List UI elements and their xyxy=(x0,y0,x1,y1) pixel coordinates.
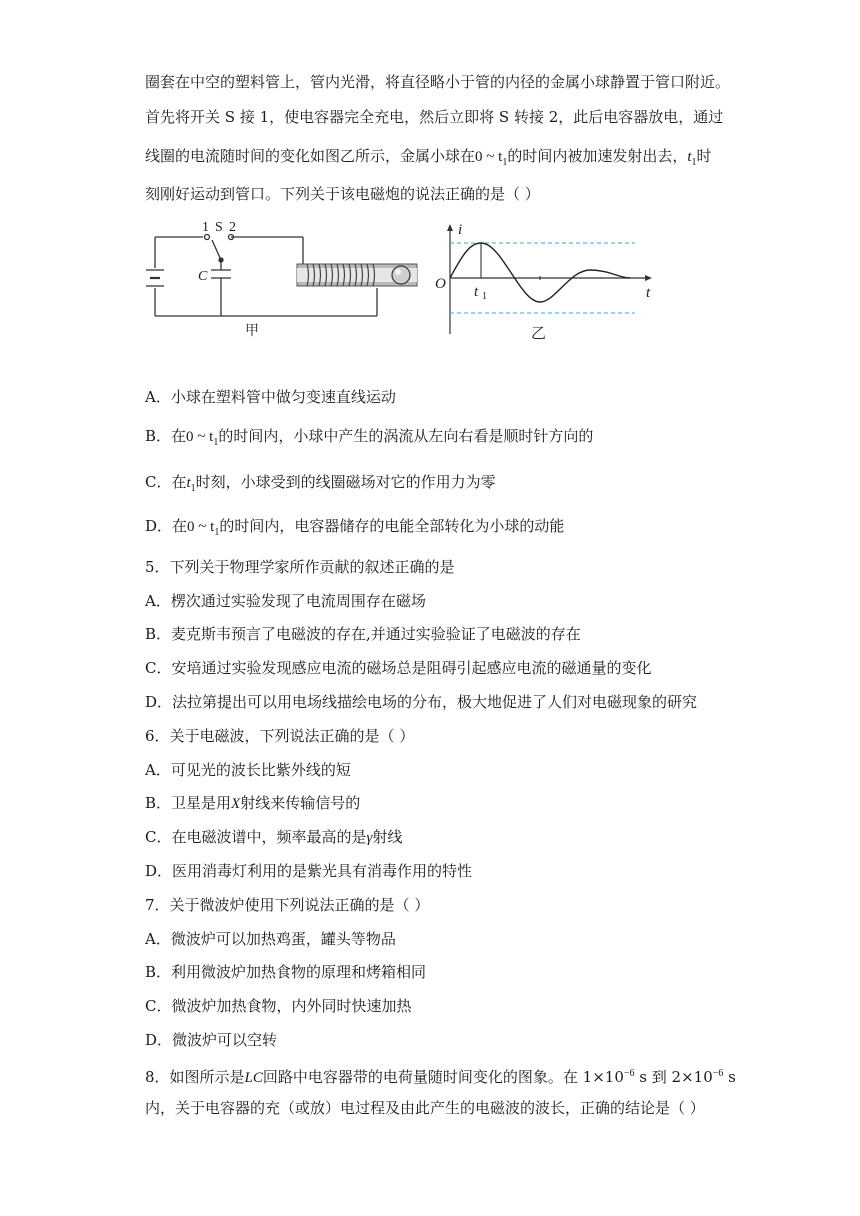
q8-stem-line-2: 内，关于电容器的充（或放）电过程及由此产生的电磁波的波长，正确的结论是（ ） xyxy=(145,1099,705,1117)
q6-option-c: C．在电磁波谱中，频率最高的是γ射线 xyxy=(145,828,403,846)
q4-option-d: D．在0 ~ $t_1$的时间内，电容器储存的电能全部转化为小球的动能 xyxy=(145,517,565,538)
q4-option-c: C．在$t_1$时刻，小球受到的线圈磁场对它的作用力为零 xyxy=(145,473,496,494)
q7-option-d: D．微波炉可以空转 xyxy=(145,1031,278,1049)
figure-circuit xyxy=(145,220,425,340)
capacitor-label: C xyxy=(198,269,208,284)
q4-option-a: A．小球在塑料管中做匀变速直线运动 xyxy=(145,388,396,406)
svg-text:1: 1 xyxy=(482,291,487,302)
q6-option-b: B．卫星是用X射线来传输信号的 xyxy=(145,794,361,812)
metal-ball xyxy=(392,266,410,284)
intro-line-3: 线圈的电流随时间的变化如图乙所示，金属小球在0 ~ $t_1$的时间内被加速发射出去，$t_1$时 xyxy=(145,147,712,168)
q5-option-b: B．麦克斯韦预言了电磁波的存在,并通过实验验证了电磁波的存在 xyxy=(145,625,581,643)
q6-option-d: D．医用消毒灯利用的是紫光具有消毒作用的特性 xyxy=(145,862,473,880)
intro-line-2: 首先将开关 S 接 1，使电容器完全充电，然后立即将 S 转接 2，此后电容器放电，通过 xyxy=(145,108,724,126)
q8-stem-line-1: 8．如图所示是LC回路中电容器带的电荷量随时间变化的图象。在 $1\times 10^{-6}$ s 到 $2\times 10^{-6}$ s xyxy=(145,1068,736,1086)
figure-a-caption: 甲 xyxy=(245,324,259,339)
q5-option-a: A．楞次通过实验发现了电流周围存在磁场 xyxy=(145,592,426,610)
q4-option-b: B．在0 ~ $t_1$的时间内，小球中产生的涡流从左向右看是顺时针方向的 xyxy=(145,427,594,448)
q5-stem: 5．下列关于物理学家所作贡献的叙述正确的是 xyxy=(145,558,455,576)
switch-pos1: 1 xyxy=(202,220,209,235)
q5-option-c: C．安培通过实验发现感应电流的磁场总是阻碍引起感应电流的磁通量的变化 xyxy=(145,659,652,677)
q6-option-a: A．可见光的波长比紫外线的短 xyxy=(145,761,351,779)
q7-option-c: C．微波炉加热食物，内外同时快速加热 xyxy=(145,997,412,1015)
switch-pos2: 2 xyxy=(229,220,236,235)
axis-t-label: t xyxy=(646,285,651,301)
switch-label: S xyxy=(215,220,223,235)
q5-option-d: D．法拉第提出可以用电场线描绘电场的分布，极大地促进了人们对电磁现象的研究 xyxy=(145,693,698,711)
q6-stem: 6．关于电磁波，下列说法正确的是（ ） xyxy=(145,727,415,745)
figure-current-graph xyxy=(430,222,660,342)
q7-option-a: A．微波炉可以加热鸡蛋，罐头等物品 xyxy=(145,930,396,948)
q7-stem: 7．关于微波炉使用下列说法正确的是（ ） xyxy=(145,896,430,914)
origin-label: O xyxy=(435,276,446,292)
intro-line-4: 刻刚好运动到管口。下列关于该电磁炮的说法正确的是（ ） xyxy=(145,185,540,203)
axis-i-label: i xyxy=(458,222,463,238)
t1-label: t xyxy=(474,284,479,300)
figure-b-caption: 乙 xyxy=(531,326,547,342)
q7-option-b: B．利用微波炉加热食物的原理和烤箱相同 xyxy=(145,963,427,981)
intro-line-1: 圈套在中空的塑料管上，管内光滑，将直径略小于管的内径的金属小球静置于管口附近。 xyxy=(145,73,731,91)
